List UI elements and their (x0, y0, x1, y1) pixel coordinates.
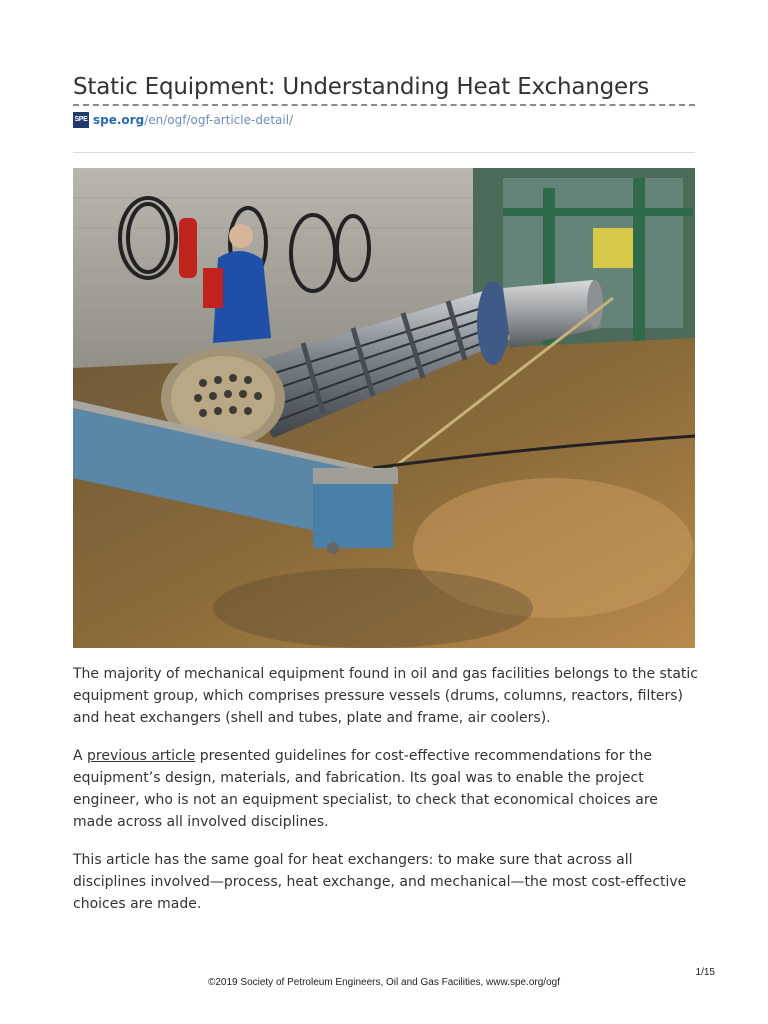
heat-exchanger-photo (73, 168, 695, 648)
footer-copyright: ©2019 Society of Petroleum Engineers, Oil and Gas Facilities, www.spe.org/ogf (208, 977, 560, 988)
paragraph-3: This article has the same goal for heat exchangers: to make sure that across all disciplines involved—process, heat exchange, and mechanical—the most cost-effective choices are made. (73, 852, 687, 912)
source-divider (73, 152, 695, 153)
paragraph-2 (73, 745, 698, 833)
spe-logo-icon: SPE (73, 112, 89, 128)
paragraph-2-rest: presented guidelines for cost-effective recommendations for the equipment’s design, materials, and fabrication. Its goal was to enable the project engineer, who is not an equipment specialist, to check that economical choices are made across all involved disciplines. (73, 748, 658, 830)
source-domain-link[interactable]: spe.org (93, 113, 145, 127)
source-line (73, 111, 293, 129)
title-dashed-rule (73, 104, 695, 106)
page-number: 1/15 (695, 967, 715, 978)
article-title: Static Equipment: Understanding Heat Exchangers (73, 74, 650, 100)
previous-article-link[interactable]: previous article (87, 748, 196, 764)
paragraph-1: The majority of mechanical equipment found in oil and gas facilities belongs to the static equipment group, which comprises pressure vessels (drums, columns, reactors, filters) and heat exchangers (shell and tubes, plate and frame, air coolers). (73, 666, 698, 726)
paragraph-2-prefix: A (73, 748, 88, 764)
source-path[interactable]: /en/ogf/ogf-article-detail/ (144, 113, 294, 127)
